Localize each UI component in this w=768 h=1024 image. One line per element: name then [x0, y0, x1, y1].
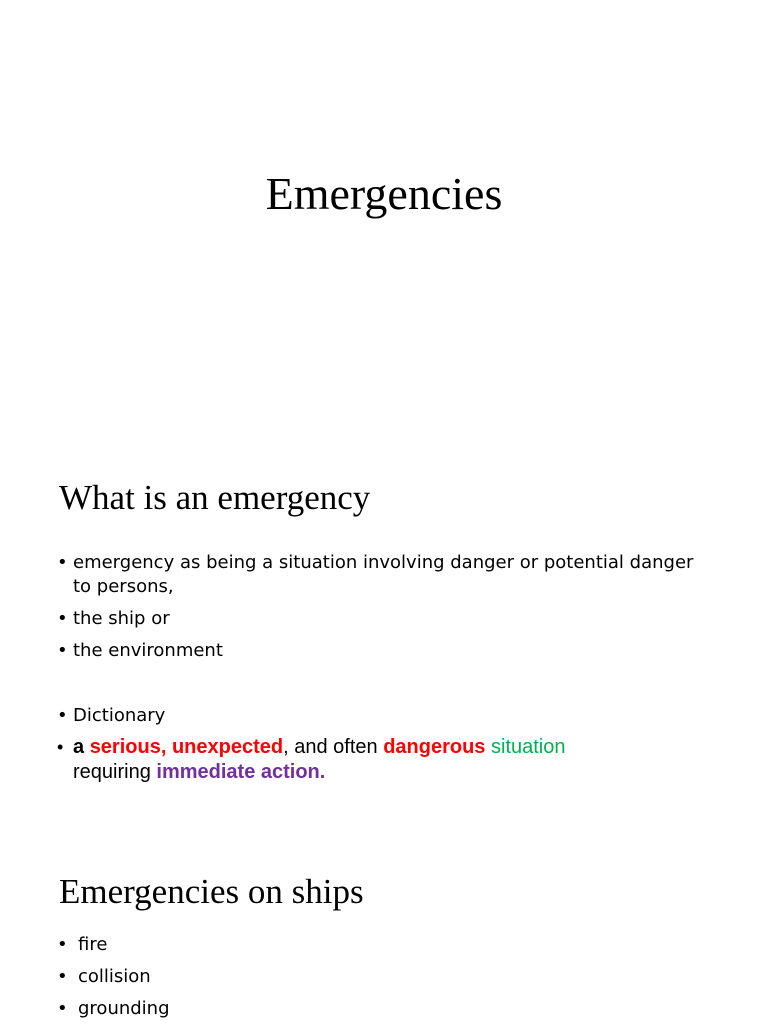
section-title-emergencies-on-ships: Emergencies on ships: [59, 872, 364, 911]
bullet-text: emergency as being a situation involving danger or potential danger to persons,: [73, 552, 694, 597]
bullet-icon: •: [57, 705, 68, 726]
ship-emergencies-list: [56, 933, 716, 1021]
section-title-what-is-emergency: What is an emergency: [59, 478, 371, 517]
definition-requiring: requiring: [73, 761, 151, 783]
bullet-text: the environment: [73, 640, 223, 661]
list-item: [56, 933, 716, 957]
definition-item: [56, 735, 716, 785]
bullet-icon: •: [57, 966, 68, 987]
dictionary-label: Dictionary: [73, 705, 166, 726]
list-item: [56, 639, 716, 663]
list-item: [56, 704, 716, 728]
bullet-icon: •: [57, 552, 68, 573]
definition-word-a: a: [73, 736, 85, 758]
definition-immediate-action: immediate action.: [156, 761, 326, 783]
definition-and-often: , and often: [283, 736, 378, 758]
bullet-text: fire: [78, 934, 108, 955]
bullet-text: grounding: [78, 998, 170, 1019]
definition-serious-unexpected: serious, unexpected: [89, 736, 284, 758]
bullet-icon: •: [57, 934, 68, 955]
definition-situation: situation: [491, 736, 566, 758]
bullet-text: collision: [78, 966, 151, 987]
bullet-icon: •: [57, 998, 68, 1019]
list-item: [56, 607, 716, 631]
list-item: [56, 997, 716, 1021]
definition-dangerous: dangerous: [383, 736, 486, 758]
list-item: [56, 965, 716, 989]
page-title: Emergencies: [265, 168, 503, 219]
bullet-icon: •: [57, 608, 68, 629]
bullet-icon: •: [57, 640, 68, 661]
definition-bullet-list: [56, 551, 716, 663]
list-item: [56, 551, 716, 599]
bullet-icon: •: [57, 737, 64, 757]
dictionary-bullet-list: [56, 704, 716, 785]
bullet-text: the ship or: [73, 608, 170, 629]
